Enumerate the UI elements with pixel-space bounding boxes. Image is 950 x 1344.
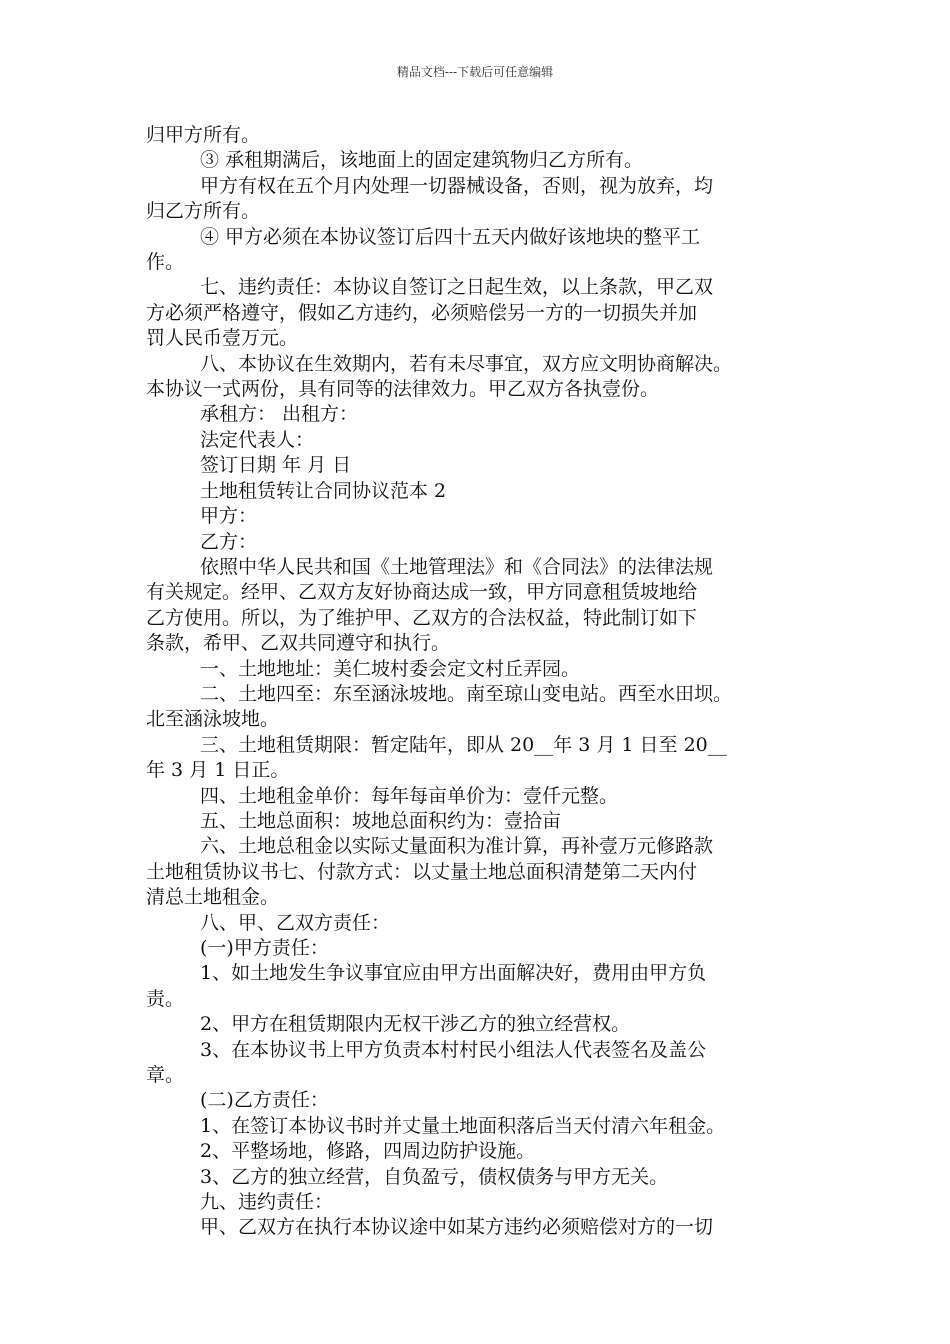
text-line: 归甲方所有。 bbox=[146, 124, 261, 146]
text-line: 一、土地地址：美仁坡村委会定文村丘弄园。 bbox=[200, 657, 581, 680]
text-line: 三、土地租赁期限：暂定陆年，即从 20__年 3 月 1 日至 20__ bbox=[200, 733, 727, 756]
text-line: 土地租赁协议书七、付款方式：以丈量土地总面积清楚第二天内付 bbox=[146, 860, 698, 883]
text-line: 依照中华人民共和国《土地管理法》和《合同法》的法律法规 bbox=[200, 555, 714, 578]
text-line: 清总土地租金。 bbox=[146, 886, 280, 909]
text-line: 罚人民币壹万元。 bbox=[146, 327, 299, 350]
text-line: 章。 bbox=[146, 1064, 185, 1087]
text-line: (一)甲方责任： bbox=[200, 937, 329, 959]
text-line: 甲方： bbox=[200, 505, 258, 528]
text-line: 八、甲、乙双方责任： bbox=[200, 911, 391, 934]
text-line: 甲方有权在五个月内处理一切器械设备，否则，视为放弃，均 bbox=[200, 174, 714, 197]
text-line: (二)乙方责任： bbox=[200, 1089, 329, 1112]
text-line: 作。 bbox=[146, 251, 185, 274]
text-line: 四、土地租金单价：每年每亩单价为：壹仟元整。 bbox=[200, 784, 619, 807]
text-line: 二、土地四至：东至涵泳坡地。南至琼山变电站。西至水田坝。 bbox=[200, 682, 733, 705]
text-line: 北至涵泳坡地。 bbox=[146, 708, 280, 731]
text-line: 七、违约责任：本协议自签订之日起生效，以上条款，甲乙双 bbox=[200, 276, 714, 299]
text-line: 1、在签订本协议书时并丈量土地面积落后当天付清六年租金。 bbox=[200, 1114, 726, 1137]
text-line: ④ 甲方必须在本协议签订后四十五天内做好该地块的整平工 bbox=[200, 225, 701, 248]
document-body bbox=[146, 123, 816, 1241]
page-header: 精品文档---下载后可任意编辑 bbox=[396, 65, 554, 79]
text-line: 条款，希甲、乙双共同遵守和执行。 bbox=[146, 632, 451, 655]
text-line: 八、本协议在生效期内，若有未尽事宜，双方应文明协商解决。 bbox=[200, 352, 733, 375]
text-line: 有关规定。经甲、乙双方友好协商达成一致，甲方同意租赁坡地给 bbox=[146, 581, 698, 604]
text-line: 责。 bbox=[146, 987, 185, 1010]
text-line: 3、在本协议书上甲方负责本村村民小组法人代表签名及盖公 bbox=[200, 1038, 707, 1061]
text-line: 甲、乙双方在执行本协议途中如某方违约必须赔偿对方的一切 bbox=[200, 1216, 714, 1239]
text-line: 六、土地总租金以实际丈量面积为准计算，再补壹万元修路款 bbox=[200, 835, 714, 858]
text-line: 九、违约责任： bbox=[200, 1191, 334, 1214]
text-line: 乙方： bbox=[200, 530, 258, 553]
text-line: 法定代表人： bbox=[200, 428, 315, 451]
text-line: 归乙方所有。 bbox=[146, 200, 261, 223]
text-line: 土地租赁转让合同协议范本 2 bbox=[200, 479, 447, 502]
text-line: 方必须严格遵守，假如乙方违约，必须赔偿另一方的一切损失并加 bbox=[146, 301, 698, 324]
text-line: 3、乙方的独立经营，自负盈亏，债权债务与甲方无关。 bbox=[200, 1165, 669, 1188]
text-line: 年 3 月 1 日正。 bbox=[146, 759, 290, 782]
text-line: 承租方： 出租方： bbox=[200, 403, 359, 426]
text-line: ③ 承租期满后，该地面上的固定建筑物归乙方所有。 bbox=[200, 149, 644, 172]
text-line: 2、甲方在租赁期限内无权干涉乙方的独立经营权。 bbox=[200, 1013, 631, 1036]
text-line: 五、土地总面积：坡地总面积约为：壹拾亩 bbox=[200, 809, 562, 832]
text-line: 2、平整场地，修路，四周边防护设施。 bbox=[200, 1140, 536, 1163]
text-line: 1、如土地发生争议事宜应由甲方出面解决好，费用由甲方负 bbox=[200, 962, 707, 985]
text-line: 签订日期 年 月 日 bbox=[200, 454, 352, 477]
text-line: 乙方使用。所以，为了维护甲、乙双方的合法权益，特此制订如下 bbox=[146, 606, 698, 629]
text-line: 本协议一式两份，具有同等的法律效力。甲乙双方各执壹份。 bbox=[146, 378, 660, 401]
